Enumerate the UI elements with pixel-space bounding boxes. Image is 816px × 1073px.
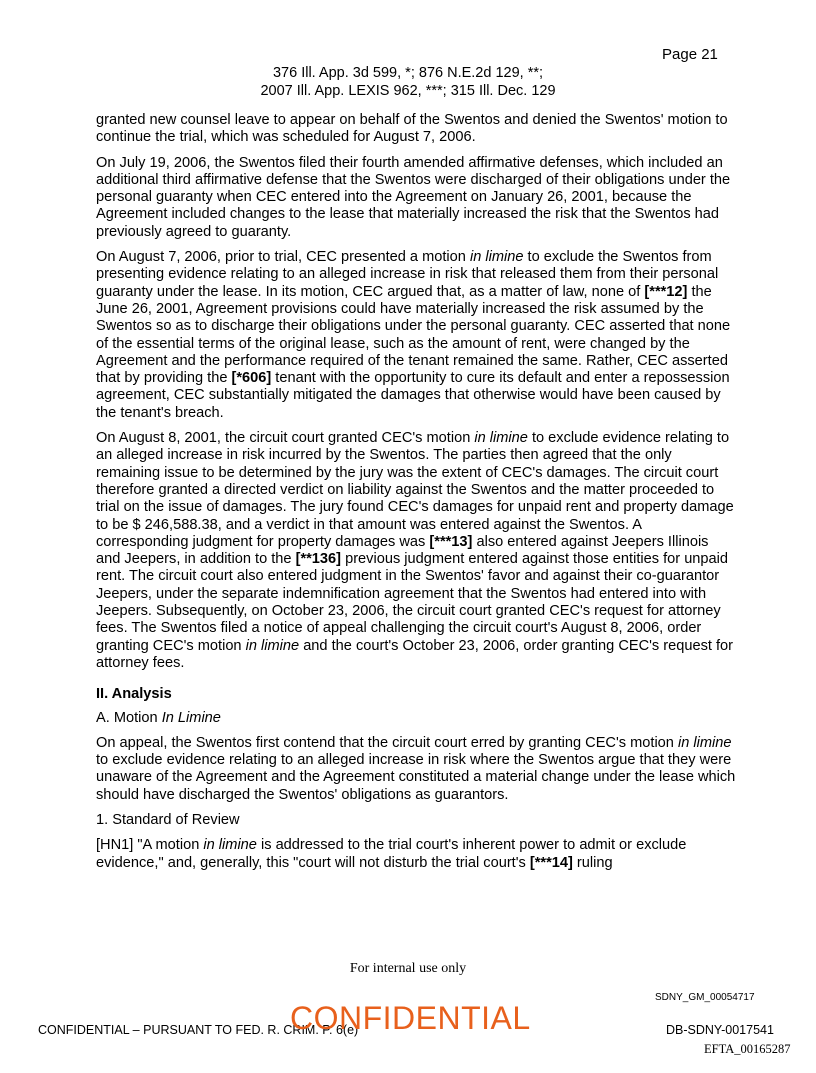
- subheading-motion-in-limine: A. Motion In Limine: [96, 709, 221, 726]
- paragraph-3: On August 7, 2006, prior to trial, CEC presented a motion in limine to exclude the Swentos from presenting evidence relating to an alleged increase in risk that released them from their personal guaranty under the lease. In its motion, CEC argued that, as a matter of law, none of [***12] the June 26, 2001, Agreement provisions could have materially increased the risk assumed by the Swentos so as to discharge their obligations under the personal guaranty. CEC asserted that none of the essential terms of the original lease, such as the amount of rent, were changed by the Agreement and the performance required of the tenant remained the same. Rather, CEC asserted that by providing the [*606] tenant with the opportunity to cure its default and enter a repossession agreement, CEC substantially mitigated the damages that otherwise would have been caused by the tenant's breach.: [96, 249, 731, 421]
- citation-line-1: 376 Ill. App. 3d 599, *; 876 N.E.2d 129, **;: [272, 65, 544, 81]
- paragraph-4: On August 8, 2001, the circuit court granted CEC's motion in limine to exclude evidence relating to an alleged increase in risk incurred by the Swentos. The parties then agreed that the only remaining issue to be determined by the jury was the extent of CEC's damages. The circuit court therefore granted a directed verdict on liability against the Swentos and the matter proceeded to trial on the issue of damages. The jury found CEC's damages for unpaid rent and property damage to be $ 246,588.38, and a verdict in that amount was entered against the Swentos. A corresponding judgment for property damages was [***13] also entered against Jeepers Illinois and Jeepers, in addition to the [**136] previous judgment entered against those entities for unpaid rent. The circuit court also entered judgment in the Swentos' favor and against their co-guarantor Jeepers, under the separate indemnification agreement that the Swentos had entered into with Jeepers. Subsequently, on October 23, 2006, the circuit court granted CEC's request for attorney fees. The Swentos filed a notice of appeal challenging the circuit court's August 8, 2006, order granting CEC's motion in limine and the court's October 23, 2006, order granting CEC's request for attorney fees.: [96, 430, 734, 671]
- star-page-marker: [*606]: [231, 370, 272, 387]
- paragraph-1: granted new counsel leave to appear on behalf of the Swentos and denied the Swentos' motion to continue the trial, which was scheduled for August 7, 2006.: [96, 112, 728, 146]
- page-number: Page 21: [662, 46, 718, 63]
- star-page-marker: [***13]: [429, 533, 473, 550]
- section-heading: II. Analysis: [96, 686, 172, 703]
- star-page-marker: [***12]: [644, 283, 688, 300]
- star-page-marker: [***14]: [529, 854, 573, 871]
- paragraph-6: [HN1] "A motion in limine is addressed to the trial court's inherent power to admit or exclude evidence," and, generally, this "court will not disturb the trial court's [***14] ruling: [96, 837, 687, 871]
- bates-number-db: DB-SDNY-0017541: [666, 1023, 774, 1037]
- internal-use-notice: For internal use only: [349, 961, 467, 976]
- efta-number: EFTA_00165287: [704, 1042, 791, 1056]
- opinion-body: [96, 112, 736, 880]
- paragraph-5: On appeal, the Swentos first contend that the circuit court erred by granting CEC's motion in limine to exclude evidence relating to an alleged increase in risk where the Swentos argue that they were unaware of the Agreement and the Agreement constituted a material change under the lease which should have discharged the Swentos' obligations as guarantors.: [96, 734, 736, 803]
- citation-line-2: 2007 Ill. App. LEXIS 962, ***; 315 Ill. Dec. 129: [260, 83, 556, 99]
- case-citation: [0, 64, 816, 100]
- confidential-notice: CONFIDENTIAL – PURSUANT TO FED. R. CRIM. P. 6(e): [38, 1023, 359, 1037]
- star-page-marker: [**136]: [295, 551, 342, 568]
- paragraph-2: On July 19, 2006, the Swentos filed their fourth amended affirmative defenses, which included an additional third affirmative defense that the Swentos were discharged of their obligations under the personal guaranty when CEC entered into the Agreement on January 26, 2001, because the Agreement included changes to the lease that materially increased the risk that the Swentos had previously agreed to guaranty.: [96, 154, 731, 240]
- subheading-standard-of-review: 1. Standard of Review: [96, 811, 240, 828]
- confidential-stamp: CONFIDENTIAL: [290, 1000, 531, 1036]
- bates-number-sdny-gm: SDNY_GM_00054717: [655, 992, 755, 1003]
